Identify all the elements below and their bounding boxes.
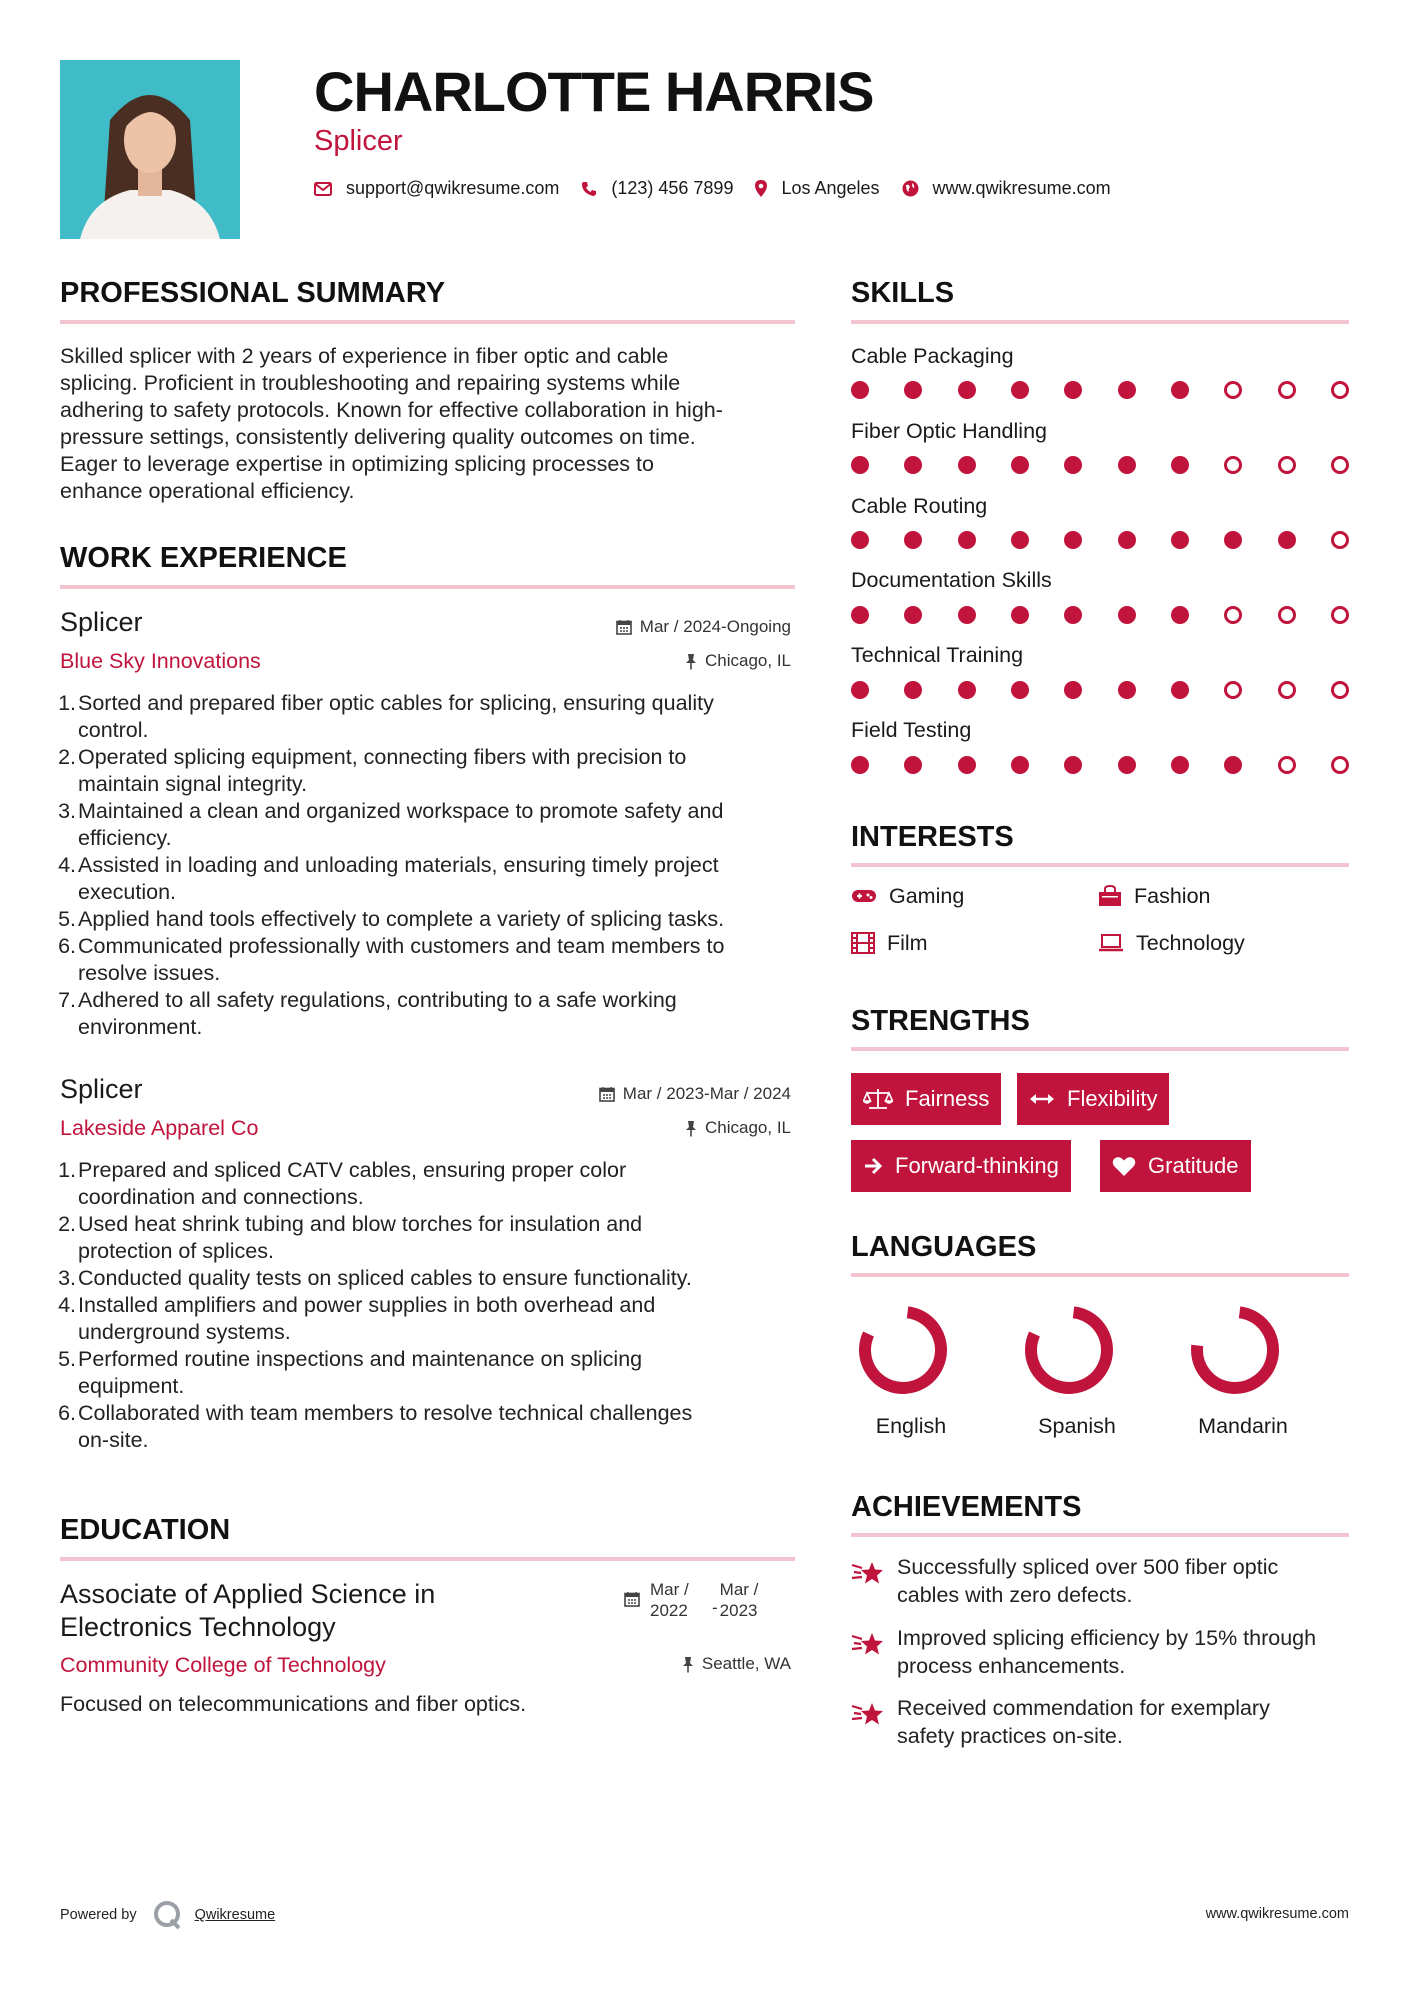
strength-label: Gratitude bbox=[1148, 1153, 1239, 1178]
skill-dot-filled bbox=[1224, 756, 1242, 774]
list-item bbox=[60, 1292, 800, 1346]
achievement-text bbox=[897, 1694, 1270, 1750]
gamepad-icon bbox=[851, 888, 877, 904]
bullet-number: 5. bbox=[58, 1347, 76, 1371]
language-gauge bbox=[1004, 1300, 1134, 1400]
experience-heading: WORK EXPERIENCE bbox=[60, 542, 347, 574]
contact-website[interactable] bbox=[902, 178, 1111, 199]
summary-heading: PROFESSIONAL SUMMARY bbox=[60, 277, 446, 309]
skill-dot-filled bbox=[1171, 756, 1189, 774]
skill-dot-filled bbox=[904, 456, 922, 474]
skill-name: Fiber Optic Handling bbox=[851, 419, 1047, 443]
bullet-line: Sorted and prepared fiber optic cables for splicing, ensuring quality bbox=[78, 691, 714, 715]
brand-link[interactable]: Qwikresume bbox=[194, 1907, 276, 1923]
bullet-line: on-site. bbox=[78, 1428, 149, 1452]
achievement-line: Successfully spliced over 500 fiber optic bbox=[897, 1555, 1279, 1579]
list-item bbox=[60, 906, 800, 933]
achievement-item bbox=[851, 1553, 1351, 1609]
language-name: Mandarin bbox=[1198, 1414, 1288, 1438]
phone-icon bbox=[581, 181, 597, 197]
skill-name: Cable Packaging bbox=[851, 344, 1014, 368]
skill-rating bbox=[851, 606, 1349, 624]
skill-dot-filled bbox=[851, 531, 869, 549]
list-item bbox=[60, 798, 800, 852]
skill-dot-filled bbox=[1118, 756, 1136, 774]
job-title: Splicer bbox=[60, 607, 143, 637]
job-location-text: Chicago, IL bbox=[705, 651, 791, 670]
list-item bbox=[60, 1400, 800, 1454]
shooting-star-icon bbox=[851, 1700, 885, 1728]
strength-tag bbox=[851, 1073, 1001, 1125]
date-separator: - bbox=[712, 1598, 718, 1617]
skill-dot-filled bbox=[958, 381, 976, 399]
job-bullets bbox=[60, 690, 800, 1041]
bullet-number: 1. bbox=[58, 1158, 76, 1182]
skill-dot-filled bbox=[958, 531, 976, 549]
skill-name: Field Testing bbox=[851, 718, 972, 742]
contact-location-text: Los Angeles bbox=[781, 178, 880, 198]
list-item bbox=[60, 1265, 800, 1292]
skill-dot-empty bbox=[1331, 606, 1349, 624]
skill-dot-empty bbox=[1278, 756, 1296, 774]
skill-dot-empty bbox=[1278, 456, 1296, 474]
skill-dot-filled bbox=[851, 681, 869, 699]
end-month: Mar / bbox=[719, 1580, 759, 1599]
strength-tag bbox=[1017, 1073, 1169, 1125]
job-dates bbox=[599, 1083, 791, 1105]
education-dates bbox=[624, 1579, 772, 1621]
list-item bbox=[60, 933, 800, 987]
education-location bbox=[682, 1653, 791, 1675]
summary-line: splicing. Proficient in troubleshooting and repairing systems while bbox=[60, 371, 681, 395]
achievement-line: Received commendation for exemplary bbox=[897, 1696, 1270, 1720]
pushpin-icon bbox=[682, 1656, 694, 1673]
skill-name: Technical Training bbox=[851, 643, 1024, 667]
education-description: Focused on telecommunications and fiber optics. bbox=[60, 1692, 527, 1716]
achievement-line: safety practices on-site. bbox=[897, 1724, 1123, 1748]
summary-line: pressure settings, consistently delivering quality outcomes on time. bbox=[60, 425, 696, 449]
arrows-horizontal-icon bbox=[1029, 1092, 1055, 1106]
bullet-number: 1. bbox=[58, 691, 76, 715]
skill-dot-empty bbox=[1331, 756, 1349, 774]
candidate-title: Splicer bbox=[314, 125, 403, 157]
bullet-line: Installed amplifiers and power supplies in both overhead and bbox=[78, 1293, 656, 1317]
footer-powered-by bbox=[60, 1898, 275, 1932]
language-gauge bbox=[1170, 1300, 1300, 1400]
powered-by-label: Powered by bbox=[60, 1907, 137, 1923]
education-end-date bbox=[720, 1579, 772, 1621]
bullet-number: 5. bbox=[58, 907, 76, 931]
bullet-line: Applied hand tools effectively to complete a variety of splicing tasks. bbox=[78, 907, 725, 931]
bullet-number: 4. bbox=[58, 853, 76, 877]
summary-line: enhance operational efficiency. bbox=[60, 479, 355, 503]
skill-dot-filled bbox=[1064, 606, 1082, 624]
bullet-number: 3. bbox=[58, 1266, 76, 1290]
heart-icon bbox=[1112, 1156, 1136, 1177]
skill-dot-filled bbox=[851, 381, 869, 399]
contact-email-text: support@qwikresume.com bbox=[346, 178, 560, 198]
skill-dot-filled bbox=[1118, 456, 1136, 474]
language-ring bbox=[1019, 1300, 1119, 1400]
experience-divider bbox=[60, 585, 795, 589]
list-item bbox=[60, 1211, 800, 1265]
skill-dot-filled bbox=[1011, 756, 1029, 774]
language-name: English bbox=[875, 1414, 947, 1438]
envelope-icon bbox=[314, 182, 332, 196]
shooting-star-icon bbox=[851, 1630, 885, 1658]
skill-dot-filled bbox=[1011, 606, 1029, 624]
language-progress-arc bbox=[1031, 1312, 1107, 1388]
interest-item bbox=[851, 883, 964, 909]
job-company: Blue Sky Innovations bbox=[60, 649, 261, 673]
job-title: Splicer bbox=[60, 1074, 143, 1104]
qwikresume-logo-icon bbox=[151, 1898, 185, 1932]
job-dates-text: Mar / 2023-Mar / 2024 bbox=[622, 1084, 791, 1103]
bullet-line: Operated splicing equipment, connecting fibers with precision to bbox=[78, 745, 687, 769]
summary-divider bbox=[60, 320, 795, 324]
skill-dot-filled bbox=[1224, 531, 1242, 549]
bullet-line: equipment. bbox=[78, 1374, 185, 1398]
job-location bbox=[685, 1117, 791, 1139]
bullet-line: Conducted quality tests on spliced cables to ensure functionality. bbox=[78, 1266, 692, 1290]
skill-dot-empty bbox=[1278, 681, 1296, 699]
interests-heading: INTERESTS bbox=[851, 821, 1014, 853]
interest-item bbox=[1098, 883, 1211, 909]
skill-dot-filled bbox=[1171, 456, 1189, 474]
job-location bbox=[685, 650, 791, 672]
footer-website[interactable]: www.qwikresume.com bbox=[1205, 1906, 1349, 1922]
bullet-number: 6. bbox=[58, 1401, 76, 1425]
skill-dot-filled bbox=[851, 456, 869, 474]
skill-rating bbox=[851, 681, 1349, 699]
summary-line: adhering to safety protocols. Known for effective collaboration in high- bbox=[60, 398, 723, 422]
bullet-number: 6. bbox=[58, 934, 76, 958]
bullet-number: 3. bbox=[58, 799, 76, 823]
skill-dot-filled bbox=[1171, 381, 1189, 399]
interest-label: Gaming bbox=[889, 884, 965, 908]
language-gauge bbox=[838, 1300, 968, 1400]
strengths-divider bbox=[851, 1047, 1349, 1051]
achievement-line: cables with zero defects. bbox=[897, 1583, 1133, 1607]
bullet-line: Performed routine inspections and maintenance on splicing bbox=[78, 1347, 643, 1371]
skill-dot-filled bbox=[1064, 456, 1082, 474]
interests-divider bbox=[851, 863, 1349, 867]
skill-dot-filled bbox=[1171, 531, 1189, 549]
job-dates-text: Mar / 2024-Ongoing bbox=[639, 617, 791, 636]
skill-dot-filled bbox=[1011, 456, 1029, 474]
job-company: Lakeside Apparel Co bbox=[60, 1116, 259, 1140]
bullet-number: 7. bbox=[58, 988, 76, 1012]
pushpin-icon bbox=[685, 653, 697, 670]
arrow-right-icon bbox=[863, 1156, 883, 1176]
skill-dot-filled bbox=[904, 756, 922, 774]
education-location-text: Seattle, WA bbox=[701, 1654, 791, 1673]
strength-label: Fairness bbox=[905, 1086, 990, 1111]
bullet-line: underground systems. bbox=[78, 1320, 291, 1344]
skills-divider bbox=[851, 320, 1349, 324]
bullet-line: Maintained a clean and organized workspace to promote safety and bbox=[78, 799, 724, 823]
skill-dot-filled bbox=[904, 681, 922, 699]
education-start-date bbox=[650, 1579, 702, 1621]
avatar bbox=[60, 60, 240, 239]
bullet-line: efficiency. bbox=[78, 826, 172, 850]
strengths-heading: STRENGTHS bbox=[851, 1005, 1030, 1037]
skill-dot-filled bbox=[904, 381, 922, 399]
skill-rating bbox=[851, 756, 1349, 774]
skill-dot-filled bbox=[1118, 531, 1136, 549]
list-item bbox=[60, 744, 800, 798]
skill-dot-filled bbox=[958, 681, 976, 699]
skill-name: Documentation Skills bbox=[851, 568, 1052, 592]
education-school: Community College of Technology bbox=[60, 1653, 386, 1677]
list-item bbox=[60, 1157, 800, 1211]
contact-email[interactable] bbox=[314, 178, 559, 199]
skill-rating bbox=[851, 456, 1349, 474]
strength-tag bbox=[851, 1140, 1071, 1192]
skill-dot-empty bbox=[1331, 531, 1349, 549]
bullet-line: environment. bbox=[78, 1015, 203, 1039]
achievement-line: Improved splicing efficiency by 15% through bbox=[897, 1626, 1317, 1650]
start-month: Mar / bbox=[650, 1580, 689, 1599]
summary-line: Eager to leverage expertise in optimizing splicing processes to bbox=[60, 452, 654, 476]
language-ring bbox=[853, 1300, 953, 1400]
contact-location bbox=[755, 178, 879, 199]
skill-dot-empty bbox=[1331, 681, 1349, 699]
interest-item bbox=[851, 930, 928, 956]
bullet-line: execution. bbox=[78, 880, 177, 904]
calendar-icon bbox=[616, 619, 632, 635]
skill-dot-filled bbox=[958, 756, 976, 774]
education-degree bbox=[60, 1578, 540, 1644]
list-item bbox=[60, 1346, 800, 1400]
skill-dot-empty bbox=[1224, 381, 1242, 399]
skill-dot-filled bbox=[904, 531, 922, 549]
bullet-line: Assisted in loading and unloading materials, ensuring timely project bbox=[78, 853, 719, 877]
skill-rating bbox=[851, 381, 1349, 399]
list-item bbox=[60, 987, 800, 1041]
language-progress-arc bbox=[1197, 1312, 1273, 1388]
skill-dot-empty bbox=[1224, 681, 1242, 699]
education-divider bbox=[60, 1557, 795, 1561]
achievement-text bbox=[897, 1624, 1316, 1680]
achievement-item bbox=[851, 1624, 1351, 1680]
bullet-number: 2. bbox=[58, 745, 76, 769]
skills-heading: SKILLS bbox=[851, 277, 955, 309]
skill-dot-empty bbox=[1224, 606, 1242, 624]
bullet-line: control. bbox=[78, 718, 149, 742]
skill-dot-filled bbox=[1171, 681, 1189, 699]
bullet-line: Communicated professionally with customers and team members to bbox=[78, 934, 725, 958]
balance-scale-icon bbox=[863, 1088, 893, 1110]
interest-label: Film bbox=[887, 931, 928, 955]
skill-dot-empty bbox=[1278, 381, 1296, 399]
languages-divider bbox=[851, 1273, 1349, 1277]
skill-dot-filled bbox=[1118, 381, 1136, 399]
calendar-icon bbox=[599, 1086, 615, 1102]
bullet-line: protection of splices. bbox=[78, 1239, 274, 1263]
calendar-icon bbox=[624, 1591, 640, 1607]
skill-dot-filled bbox=[1064, 681, 1082, 699]
achievement-line: process enhancements. bbox=[897, 1654, 1126, 1678]
candidate-name: CHARLOTTE HARRIS bbox=[314, 60, 874, 123]
globe-icon bbox=[902, 180, 919, 197]
skill-dot-filled bbox=[1118, 681, 1136, 699]
job-bullets bbox=[60, 1157, 800, 1454]
skill-dot-filled bbox=[1171, 606, 1189, 624]
languages-heading: LANGUAGES bbox=[851, 1231, 1037, 1263]
skill-dot-filled bbox=[1064, 756, 1082, 774]
laptop-icon bbox=[1098, 933, 1124, 953]
profile-photo bbox=[60, 60, 240, 239]
education-heading: EDUCATION bbox=[60, 1514, 231, 1546]
map-pin-icon bbox=[755, 180, 767, 197]
bullet-number: 2. bbox=[58, 1212, 76, 1236]
summary-line: Skilled splicer with 2 years of experience in fiber optic and cable bbox=[60, 344, 669, 368]
interest-label: Fashion bbox=[1134, 884, 1211, 908]
end-year: 2023 bbox=[719, 1601, 758, 1620]
strength-label: Flexibility bbox=[1067, 1086, 1158, 1111]
film-icon bbox=[851, 932, 875, 954]
achievement-item bbox=[851, 1694, 1351, 1750]
shooting-star-icon bbox=[851, 1559, 885, 1587]
language-ring bbox=[1185, 1300, 1285, 1400]
skill-dot-filled bbox=[851, 606, 869, 624]
achievements-heading: ACHIEVEMENTS bbox=[851, 1491, 1082, 1523]
pushpin-icon bbox=[685, 1120, 697, 1137]
skill-dot-filled bbox=[958, 456, 976, 474]
skill-dot-empty bbox=[1331, 381, 1349, 399]
job-location-text: Chicago, IL bbox=[705, 1118, 791, 1137]
start-year: 2022 bbox=[650, 1601, 688, 1620]
skill-dot-empty bbox=[1224, 456, 1242, 474]
achievement-text bbox=[897, 1553, 1278, 1609]
skill-dot-empty bbox=[1331, 456, 1349, 474]
skill-dot-filled bbox=[904, 606, 922, 624]
bullet-line: Used heat shrink tubing and blow torches for insulation and bbox=[78, 1212, 643, 1236]
bullet-number: 4. bbox=[58, 1293, 76, 1317]
achievements-divider bbox=[851, 1533, 1349, 1537]
language-progress-arc bbox=[865, 1312, 941, 1388]
skill-dot-filled bbox=[1278, 531, 1296, 549]
bullet-line: resolve issues. bbox=[78, 961, 221, 985]
interest-item bbox=[1098, 930, 1245, 956]
shopping-bag-icon bbox=[1098, 885, 1122, 907]
skill-dot-filled bbox=[1011, 381, 1029, 399]
bullet-line: Adhered to all safety regulations, contributing to a safe working bbox=[78, 988, 677, 1012]
skill-dot-filled bbox=[851, 756, 869, 774]
job-dates bbox=[616, 616, 791, 638]
contact-phone[interactable] bbox=[581, 178, 733, 199]
contact-phone-text: (123) 456 7899 bbox=[611, 178, 734, 198]
strength-tag bbox=[1100, 1140, 1251, 1192]
interest-label: Technology bbox=[1136, 931, 1245, 955]
language-name: Spanish bbox=[1038, 1414, 1116, 1438]
skill-dot-filled bbox=[1118, 606, 1136, 624]
skill-dot-filled bbox=[1064, 381, 1082, 399]
skill-name: Cable Routing bbox=[851, 494, 988, 518]
degree-line: Associate of Applied Science in bbox=[60, 1579, 436, 1609]
skill-dot-filled bbox=[1011, 681, 1029, 699]
contact-website-text: www.qwikresume.com bbox=[932, 178, 1111, 198]
skill-dot-filled bbox=[958, 606, 976, 624]
summary-text bbox=[60, 343, 795, 505]
bullet-line: coordination and connections. bbox=[78, 1185, 364, 1209]
skill-dot-filled bbox=[1064, 531, 1082, 549]
skill-dot-empty bbox=[1278, 606, 1296, 624]
skill-rating bbox=[851, 531, 1349, 549]
contact-bar bbox=[314, 178, 1133, 199]
strength-label: Forward-thinking bbox=[895, 1153, 1059, 1178]
bullet-line: maintain signal integrity. bbox=[78, 772, 308, 796]
bullet-line: Collaborated with team members to resolve technical challenges bbox=[78, 1401, 693, 1425]
list-item bbox=[60, 852, 800, 906]
list-item bbox=[60, 690, 800, 744]
skill-dot-filled bbox=[1011, 531, 1029, 549]
bullet-line: Prepared and spliced CATV cables, ensuring proper color bbox=[78, 1158, 627, 1182]
degree-line: Electronics Technology bbox=[60, 1612, 336, 1642]
